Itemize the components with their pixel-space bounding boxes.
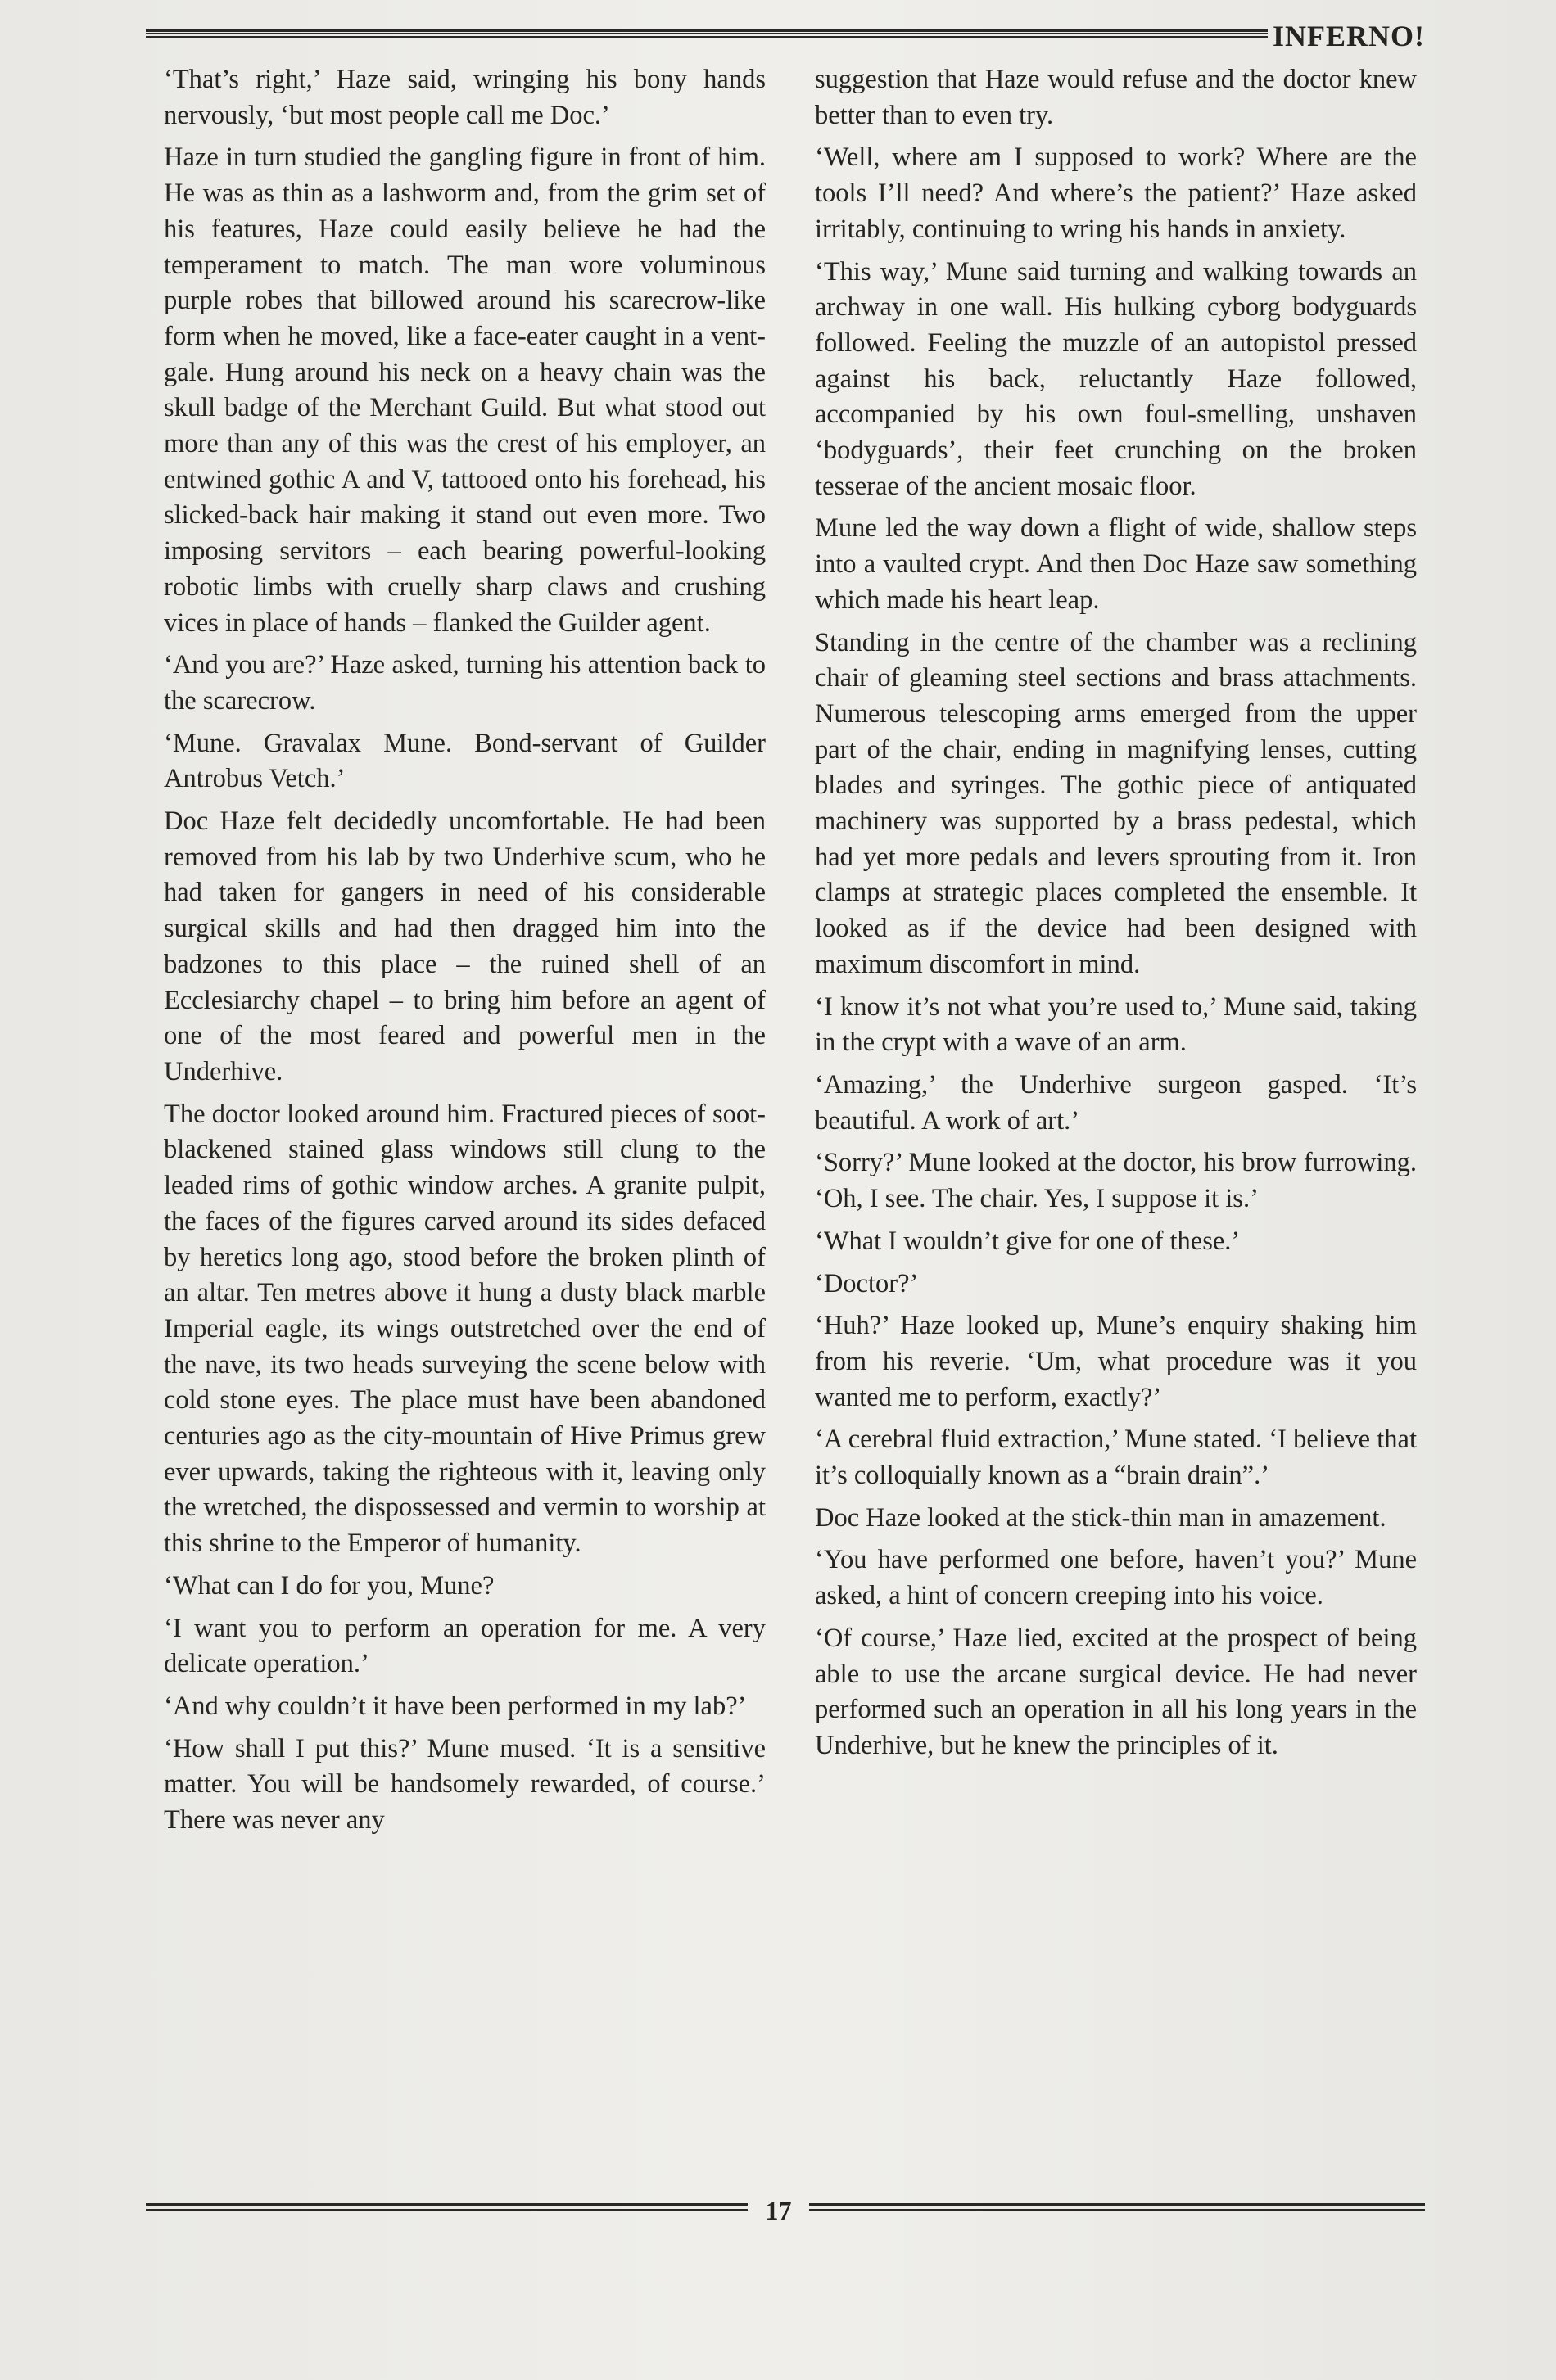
paragraph: ‘I want you to perform an operation for me. A very delicate operation.’ (164, 1613, 766, 1679)
header-rule (146, 29, 1268, 38)
page-footer (146, 2194, 1425, 2227)
paragraph: Doc Haze felt decidedly uncomfortable. He had been removed from his lab by two Underhive scum, who he had taken for gangers in need of his considerable surgical skills and had then dragged him into the badzones to this place – the ruined shell of an Ecclesiarchy chapel – to bring him before an agent of one of the most feared and powerful men in the Underhive. (164, 806, 766, 1086)
paragraph: Haze in turn studied the gangling figure in front of him. He was as thin as a lashworm and, from the grim set of his features, Haze could easily believe he had the temperament to match. The man wore voluminous purple robes that billowed around his scarecrow-like form when he moved, like a face-eater caught in a vent-gale. Hung around his neck on a heavy chain was the skull badge of the Merchant Guild. But what stood out more than any of this was the crest of his employer, an entwined gothic A and V, tattooed onto his forehead, his slicked-back hair making it stand out even more. Two imposing servitors – each bearing powerful-looking robotic limbs with cruelly sharp claws and crushing vices in place of hands – flanked the Guilder agent. (164, 142, 766, 638)
right-column (815, 62, 1417, 1771)
paragraph: ‘How shall I put this?’ Mune mused. ‘It is a sensitive matter. You will be handsomely rewarded, of course.’ There was never any (164, 1733, 766, 1836)
paragraph: ‘Well, where am I supposed to work? Where are the tools I’ll need? And where’s the patient?’ Haze asked irritably, continuing to wring his hands in anxiety. (815, 142, 1417, 244)
running-header (146, 18, 1425, 61)
paragraph: ‘Mune. Gravalax Mune. Bond-servant of Guilder Antrobus Vetch.’ (164, 728, 766, 794)
footer-rule-left (146, 2203, 748, 2211)
paragraph: ‘I know it’s not what you’re used to,’ Mune said, taking in the crypt with a wave of an arm. (815, 991, 1417, 1058)
page-number: 17 (765, 2196, 792, 2225)
paragraph: ‘You have performed one before, haven’t you?’ Mune asked, a hint of concern creeping into his voice. (815, 1545, 1417, 1611)
paragraph: ‘Sorry?’ Mune looked at the doctor, his brow furrowing. ‘Oh, I see. The chair. Yes, I suppose it is.’ (815, 1148, 1417, 1214)
paragraph: ‘And why couldn’t it have been performed in my lab?’ (164, 1691, 747, 1721)
paragraph: ‘What I wouldn’t give for one of these.’ (815, 1226, 1241, 1256)
paragraph: ‘Doctor?’ (815, 1268, 919, 1298)
paragraph: Mune led the way down a flight of wide, shallow steps into a vaulted crypt. And then Doc Haze saw something which made his heart leap. (815, 513, 1417, 615)
paragraph: ‘That’s right,’ Haze said, wringing his bony hands nervously, ‘but most people call me Doc.’ (164, 65, 766, 130)
paragraph: Doc Haze looked at the stick-thin man in amazement. (815, 1502, 1386, 1533)
paragraph: ‘Amazing,’ the Underhive surgeon gasped. ‘It’s beautiful. A work of art.’ (815, 1069, 1417, 1136)
paragraph: ‘This way,’ Mune said turning and walking towards an archway in one wall. His hulking cyborg bodyguards followed. Feeling the muzzle of an autopistol pressed against his back, reluctantly Haze followed, accompanied by his own foul-smelling, unshaven ‘bodyguards’, their feet crunching on the broken tesserae of the ancient mosaic floor. (815, 256, 1417, 501)
paragraph: Standing in the centre of the chamber was a reclining chair of gleaming steel sections and brass attachments. Numerous telescoping arms emerged from the upper part of the chair, ending in magnifying lenses, cutting blades and syringes. The gothic piece of antiquated machinery was supported by a brass pedestal, which had yet more pedals and levers sprouting from it. Iron clamps at strategic places completed the ensemble. It looked as if the device had been designed with maximum discomfort in mind. (815, 627, 1417, 979)
paragraph: The doctor looked around him. Fractured pieces of soot-blackened stained glass windows still clung to the leaded rims of gothic window arches. A granite pulpit, the faces of the figures carved around its sides defaced by heretics long ago, stood before the broken plinth of an altar. Ten metres above it hung a dusty black marble Imperial eagle, its wings outstretched over the end of the nave, its two heads surveying the scene below with cold stone eyes. The place must have been abandoned centuries ago as the city-mountain of Hive Primus grew ever upwards, taking the righteous with it, leaving only the wretched, the dispossessed and vermin to worship at this shrine to the Emperor of humanity. (164, 1099, 766, 1559)
paragraph: ‘A cerebral fluid extraction,’ Mune stated. ‘I believe that it’s colloquially known as a “brain drain”.’ (815, 1425, 1417, 1491)
left-column (164, 62, 766, 1845)
paragraph: ‘Huh?’ Haze looked up, Mune’s enquiry shaking him from his reverie. ‘Um, what procedure was it you wanted me to perform, exactly?’ (815, 1311, 1417, 1412)
paragraph: ‘Of course,’ Haze lied, excited at the prospect of being able to use the arcane surgical device. He had never performed such an operation in all his long years in the Underhive, but he knew the principles of it. (815, 1623, 1417, 1760)
paragraph: ‘What can I do for you, Mune? (164, 1570, 495, 1601)
paragraph: ‘And you are?’ Haze asked, turning his attention back to the scarecrow. (164, 650, 766, 716)
footer-rule-right (809, 2203, 1425, 2211)
running-title: INFERNO! (1273, 20, 1425, 52)
paragraph: suggestion that Haze would refuse and the doctor knew better than to even try. (815, 65, 1417, 130)
